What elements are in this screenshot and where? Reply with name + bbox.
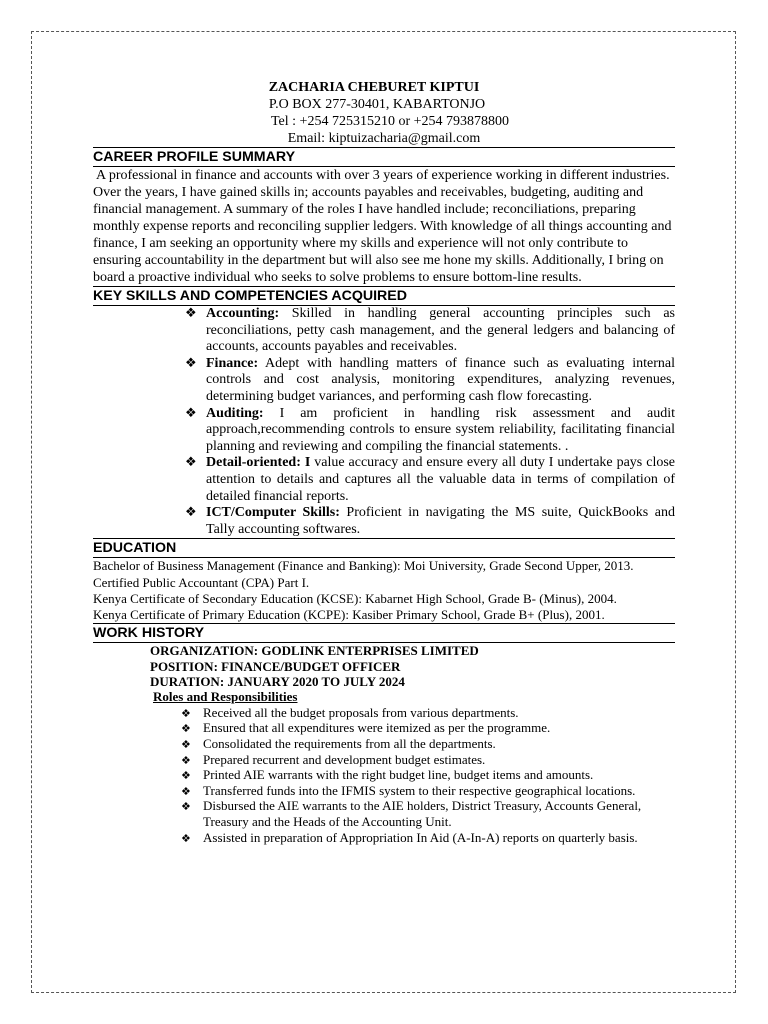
skill-text: Adept with handling matters of finance such as evaluating internal controls and cost analysis, monitoring expenditures, analyzing revenues, determining budget variances, and performing cash flow forecasting. [206,355,675,404]
skill-item [185,505,675,538]
education-entry: Kenya Certificate of Primary Education (KCPE): Kasiber Primary School, Grade B+ (Plus), 2001. [93,606,605,622]
duty-item [181,798,675,829]
diamond-bullet-icon: ❖ [185,505,197,521]
section-heading-education: EDUCATION [93,538,675,558]
diamond-bullet-icon: ❖ [181,706,191,720]
skill-item [185,406,675,456]
education-entry: Bachelor of Business Management (Finance and Banking): Moi University, Grade Second Upper, 2013. [93,558,634,574]
duty-text: Assisted in preparation of Appropriation In Aid (A-In-A) reports on quarterly basis. [203,829,638,845]
duty-item [181,705,675,721]
work-position: POSITION: FINANCE/BUDGET OFFICER [150,658,401,674]
work-entry [93,643,675,705]
work-organization: ORGANIZATION: GODLINK ENTERPRISES LIMITED [150,643,479,659]
duty-text: Printed AIE warrants with the right budget line, budget items and amounts. [203,767,594,783]
diamond-bullet-icon: ❖ [181,753,191,767]
diamond-bullet-icon: ❖ [185,306,197,321]
skill-title: ICT/Computer Skills: [206,505,340,521]
skills-list [93,306,675,538]
skill-title: Finance: [206,355,259,371]
profile-summary-text: A professional in finance and accounts with over 3 years of experience working in different industries. Over the years, I have gained skills in; accounts payables and receivables, budgeting, auditing and financial management. A summary of the roles I have handled include; reconciliations, preparing monthly expense reports and reconciling supplier ledgers. With knowledge of all things accounting and finance, I am seeking an opportunity where my skills and experience will not only contribute to ensuring accountability in the department but will also see me hone my skills. Additionally, I bring on board a proactive individual who seeks to solve problems to ensure bottom-line results. [93,168,672,285]
skill-text: I am proficient in handling risk assessment and audit approach,recommending controls to ensure system reliability, facilitating financial planning and reviewing and compiling the financial statements. . [206,405,675,454]
diamond-bullet-icon: ❖ [185,455,197,471]
skill-text: value accuracy and ensure every all duty I undertake pays close attention to details and captures all the valuable data in terms of compilation of detailed financial reports. [206,455,675,504]
skill-item [185,356,675,406]
roles-heading: Roles and Responsibilities [153,689,298,705]
diamond-bullet-icon: ❖ [181,769,191,783]
skill-title: Auditing: [206,405,264,421]
duty-item [181,752,675,768]
skill-title: Accounting: [206,306,280,321]
duty-text: Disbursed the AIE warrants to the AIE holders, District Treasury, Accounts General, Treasury and the Heads of the Accounting Unit. [203,798,642,829]
section-heading-profile: CAREER PROFILE SUMMARY [93,147,675,167]
diamond-bullet-icon: ❖ [181,784,191,798]
education-entry: Certified Public Accountant (CPA) Part I. [93,574,310,590]
diamond-bullet-icon: ❖ [181,737,191,751]
duty-item [181,736,675,752]
diamond-bullet-icon: ❖ [181,831,191,845]
skill-title: Detail-oriented: I [206,455,311,471]
phone-numbers: Tel : +254 725315210 or +254 793878800 [270,114,510,129]
skill-text: Proficient in navigating the MS suite, QuickBooks and Tally accounting softwares. [206,505,675,537]
diamond-bullet-icon: ❖ [181,722,191,736]
duty-item [181,720,675,736]
skill-item [185,306,675,356]
postal-address: P.O BOX 277-30401, KABARTONJO [268,97,486,112]
duty-item [181,783,675,799]
section-heading-skills: KEY SKILLS AND COMPETENCIES ACQUIRED [93,286,675,306]
candidate-name: ZACHARIA CHEBURET KIPTUI [268,80,480,95]
duty-text: Consolidated the requirements from all the departments. [203,735,496,751]
duty-text: Ensured that all expenditures were itemized as per the programme. [203,720,551,736]
diamond-bullet-icon: ❖ [181,800,191,814]
duties-list [93,705,675,845]
email-address: Email: kiptuizacharia@gmail.com [287,131,481,146]
duty-text: Transferred funds into the IFMIS system to their respective geographical locations. [203,782,636,798]
resume-document [93,79,675,845]
section-heading-work: WORK HISTORY [93,623,675,643]
duty-text: Received all the budget proposals from various departments. [203,704,519,720]
duty-text: Prepared recurrent and development budget estimates. [203,751,486,767]
skill-item [185,455,675,505]
diamond-bullet-icon: ❖ [185,405,197,421]
diamond-bullet-icon: ❖ [185,355,197,371]
duty-item [181,767,675,783]
education-entry: Kenya Certificate of Secondary Education (KCSE): Kabarnet High School, Grade B- (Minus), 2004. [93,590,617,606]
duty-item [181,830,675,846]
skill-text: Skilled in handling general accounting principles such as reconciliations, petty cash management, and the general ledgers and balancing of accounts, accounts payables and receivables. [206,306,675,355]
work-duration: DURATION: JANUARY 2020 TO JULY 2024 [150,673,405,689]
